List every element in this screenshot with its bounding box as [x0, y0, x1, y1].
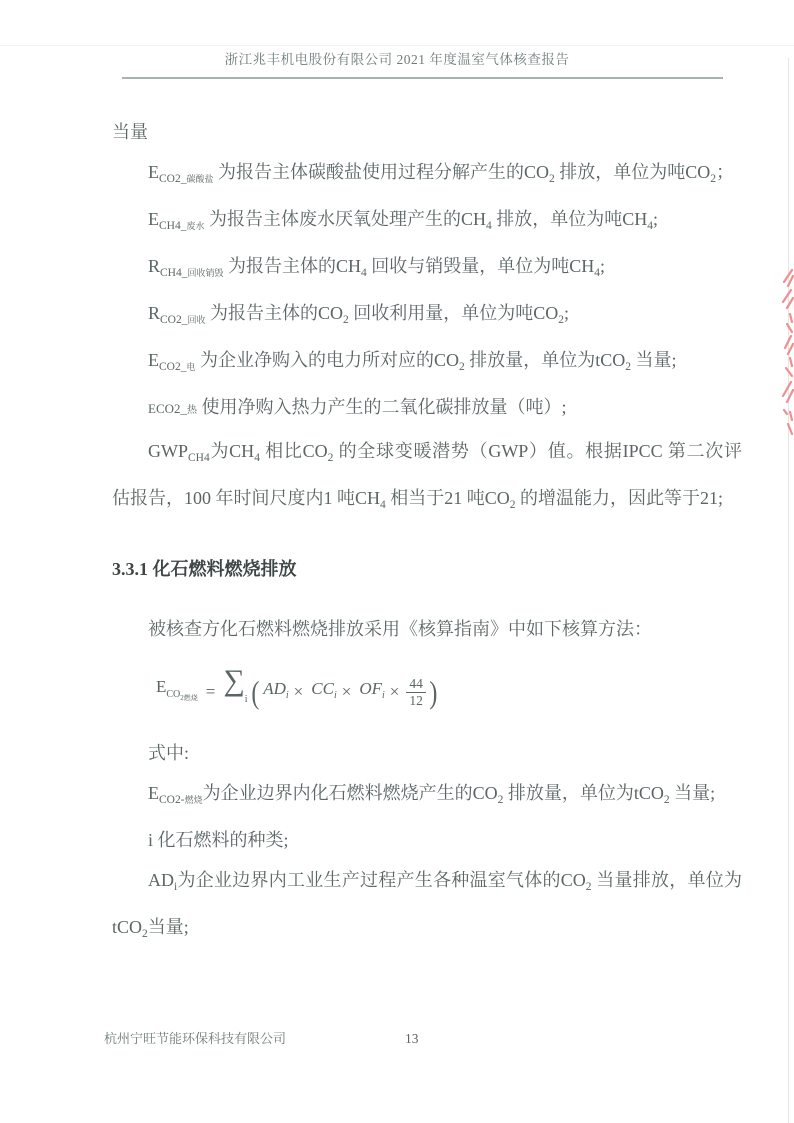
text-segment: 回收: [187, 315, 206, 325]
text-segment: 相当于21 吨CO: [385, 488, 510, 508]
text-segment: 2: [663, 794, 670, 806]
text-segment: 燃烧: [184, 795, 203, 805]
text-segment: 4: [380, 499, 386, 511]
paragraph: [112, 340, 742, 387]
text-segment: 为企业净购入的电力所对应的CO: [195, 350, 460, 370]
equals-sign: =: [205, 682, 216, 701]
text-segment: 使用净购入热力产生的二氧化碳排放量（吨）;: [197, 397, 567, 417]
document-body: [112, 112, 742, 954]
text-segment: 排放量，单位为tCO: [503, 783, 664, 803]
text-segment: 为企业边界内化石燃料燃烧产生的CO: [202, 783, 498, 803]
text-segment: R: [148, 256, 161, 276]
text-segment: 热: [187, 405, 197, 416]
text-segment: 回收利用量，单位为吨CO: [348, 303, 559, 323]
text-segment: 相比CO: [259, 441, 328, 461]
paragraph: [112, 431, 742, 525]
text-segment: ;: [564, 303, 570, 323]
text-segment: 当量排放，单位为tCO: [112, 870, 742, 937]
text-segment: 2: [343, 314, 349, 326]
paragraph: [112, 609, 742, 649]
text-segment: 回收销毁: [187, 268, 224, 278]
text-segment: AD: [148, 870, 174, 890]
text-segment: CO2_: [159, 173, 187, 185]
paragraph: [112, 199, 742, 246]
formula-lhs: $E_{CO2燃烧}$: [156, 676, 198, 702]
text-segment: 为报告主体废水厌氧处理产生的CH: [204, 209, 487, 229]
text-segment: ;: [653, 209, 659, 229]
text-segment: 当量;: [631, 350, 677, 370]
paragraph: [112, 733, 742, 773]
header-rule: [122, 77, 723, 79]
text-segment: 当量;: [669, 783, 716, 803]
text-segment: E: [148, 162, 159, 182]
text-segment: 的增温能力，因此等于21;: [515, 488, 724, 508]
text-segment: 排放，单位为吨CH: [491, 209, 648, 229]
text-segment: 废水: [186, 221, 205, 231]
text-segment: 2: [142, 928, 148, 940]
times-sign: ×: [389, 682, 400, 701]
text-segment: CH4: [188, 452, 210, 464]
page-edge-line: [788, 58, 789, 1123]
paragraph: [112, 860, 742, 954]
text-segment: i 化石燃料的种类;: [148, 830, 289, 850]
paragraph: [112, 152, 742, 199]
formula-term-1: $AD_i$: [263, 678, 289, 701]
text-segment: 2: [558, 314, 565, 326]
text-segment: 为报告主体的CH: [223, 256, 362, 276]
text-segment: 当量;: [147, 917, 189, 937]
text-segment: E: [148, 209, 159, 229]
footer-company: 杭州宁旺节能环保科技有限公司: [104, 1031, 287, 1046]
text-segment: R: [148, 303, 161, 323]
emission-formula: [112, 661, 742, 723]
text-segment: 排放量，单位为tCO: [464, 350, 626, 370]
text-segment: 碳酸盐: [186, 174, 214, 184]
section-heading: 3.3.1 化石燃料燃烧排放: [112, 559, 297, 579]
text-segment: 4: [486, 220, 492, 232]
red-ink-marks: [778, 262, 794, 440]
right-paren: ): [429, 674, 438, 710]
text-segment: ECO2_: [148, 401, 187, 416]
text-segment: 2: [459, 361, 465, 373]
text-segment: ；: [716, 162, 735, 182]
left-paren: (: [250, 674, 259, 710]
paragraph: [112, 293, 742, 340]
red-ink-marks-svg: [778, 262, 794, 440]
text-segment: 2: [710, 173, 717, 185]
paragraph: [112, 387, 742, 431]
text-segment: 4: [361, 267, 367, 279]
formula-term-2: $CC_i$: [311, 678, 337, 701]
text-segment: CO2_: [159, 361, 187, 373]
text-segment: 2: [585, 881, 592, 893]
text-segment: 回收与销毁量，单位为吨CH: [366, 256, 595, 276]
fraction-44-12: $\frac{44}{12}$: [406, 676, 426, 708]
text-segment: ;: [600, 256, 606, 276]
text-segment: 2: [497, 794, 504, 806]
times-sign: ×: [293, 682, 304, 701]
text-segment: CO2-: [159, 794, 185, 806]
text-segment: CH4_: [160, 267, 188, 279]
text-segment: E: [148, 350, 159, 370]
text-segment: CO2_: [160, 314, 188, 326]
text-segment: CH4_: [159, 220, 187, 232]
text-segment: 2: [509, 499, 516, 511]
text-segment: 被核查方化石燃料燃烧排放采用《核算指南》中如下核算方法：: [148, 619, 652, 639]
times-sign: ×: [341, 682, 352, 701]
scan-fold-line: [0, 45, 794, 46]
text-segment: 4: [647, 220, 654, 232]
page-number: 13: [405, 1031, 419, 1046]
text-segment: 电: [186, 362, 196, 372]
text-segment: 为企业边界内工业生产过程产生各种温室气体的CO: [177, 870, 586, 890]
header-title: 浙江兆丰机电股份有限公司 2021 年度温室气体核查报告: [224, 52, 570, 67]
text-segment: 当量: [112, 122, 148, 142]
text-segment: 的全球变暖潜势（GWP）值。根据IPCC 第二次评估报告，100 年时间尺度内1 吨CH: [112, 441, 743, 508]
text-segment: 排放，单位为吨CO: [554, 162, 711, 182]
text-segment: E: [148, 783, 159, 803]
text-segment: 为报告主体的CO: [205, 303, 344, 323]
text-segment: 为CH: [209, 441, 255, 461]
text-segment: 4: [594, 267, 601, 279]
text-segment: 4: [254, 452, 260, 464]
text-segment: i: [174, 881, 178, 893]
formula-term-3: $OF_i$: [359, 678, 385, 701]
paragraph: [112, 112, 742, 152]
text-segment: 2: [625, 361, 632, 373]
paragraph: [112, 773, 742, 820]
text-segment: 2: [549, 173, 555, 185]
text-segment: GWP: [148, 441, 188, 461]
text-segment: 2: [327, 452, 334, 464]
text-segment: 为报告主体碳酸盐使用过程分解产生的CO: [213, 162, 550, 182]
text-segment: 式中:: [148, 743, 190, 763]
summation-symbol: $\sum_i$: [223, 663, 248, 705]
paragraph: [112, 820, 742, 860]
paragraph: [112, 246, 742, 293]
